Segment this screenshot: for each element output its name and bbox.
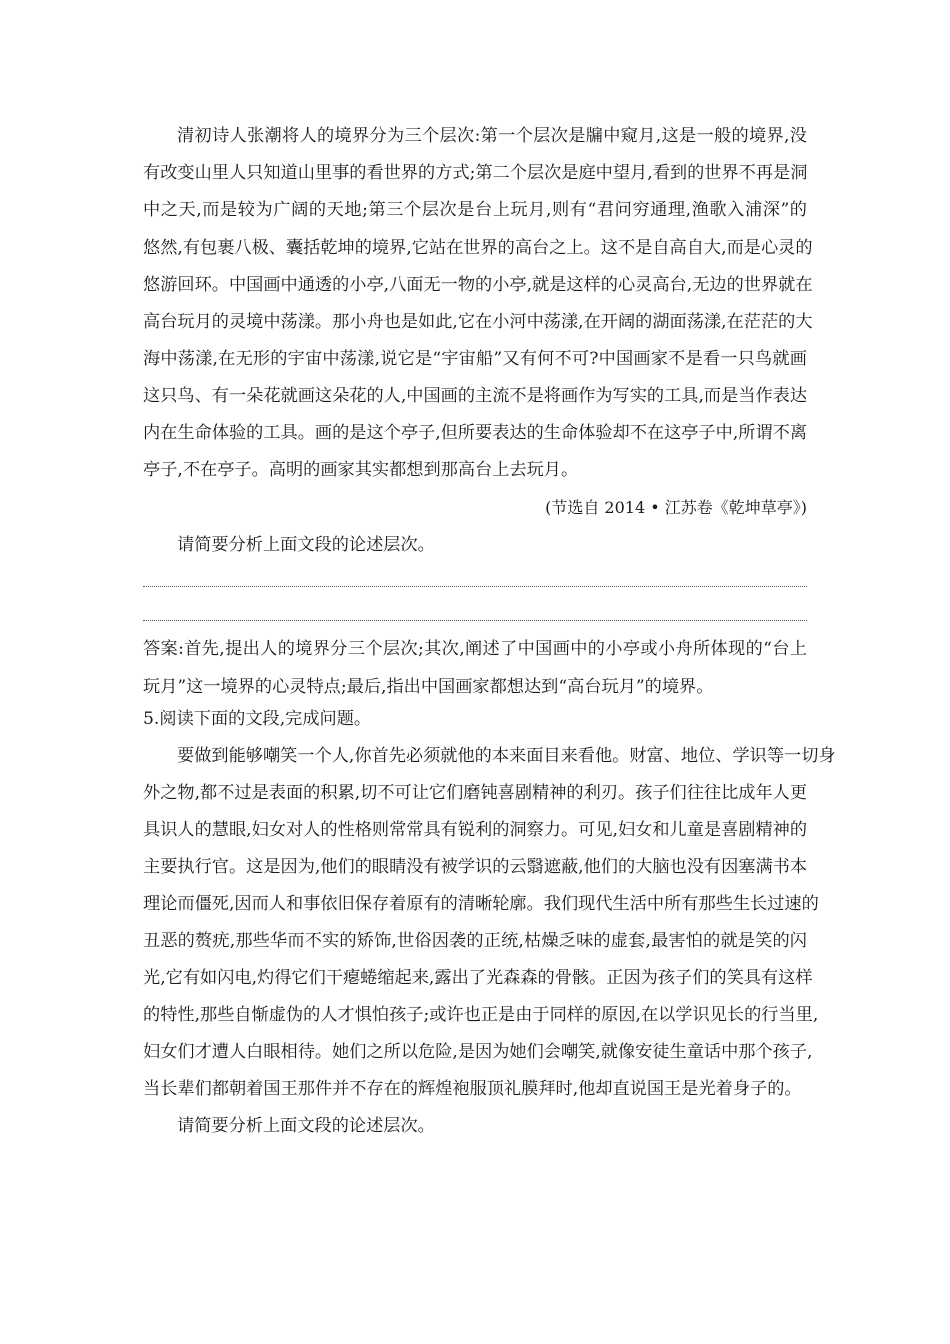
passage1-line-2: 有改变山里人只知道山里事的看世界的方式;第二个层次是庭中望月,看到的世界不再是洞 bbox=[143, 163, 808, 183]
answer-blank-line-1 bbox=[143, 586, 807, 587]
item5-line-2: 外之物,都不过是表面的积累,切不可让它们磨钝喜剧精神的利刃。孩子们往往比成年人更 bbox=[143, 783, 808, 803]
passage1-line-10: 亭子,不在亭子。高明的画家其实都想到那高台上去玩月。 bbox=[143, 460, 579, 480]
item5-line-6: 丑恶的赘疣,那些华而不实的矫饰,世俗因袭的正统,枯燥乏味的虚套,最害怕的就是笑的闪 bbox=[143, 931, 807, 951]
item5-line-3: 具识人的慧眼,妇女对人的性格则常常具有锐利的洞察力。可见,妇女和儿童是喜剧精神的 bbox=[143, 820, 808, 840]
item5-line-5: 理论而僵死,因而人和事依旧保存着原有的清晰轮廓。我们现代生活中所有那些生长过速的 bbox=[143, 894, 819, 914]
passage1-line-9: 内在生命体验的工具。画的是这个亭子,但所要表达的生命体验却不在这亭子中,所谓不离 bbox=[143, 423, 808, 443]
passage1-line-6: 高台玩月的灵境中荡漾。那小舟也是如此,它在小河中荡漾,在开阔的湖面荡漾,在茫茫的大 bbox=[143, 312, 813, 332]
passage1-source: (节选自 2014 • 江苏卷《乾坤草亭》) bbox=[545, 498, 807, 517]
item5-line-8: 的特性,那些自惭虚伪的人才惧怕孩子;或许也正是由于同样的原因,在以学识见长的行当里, bbox=[143, 1005, 819, 1025]
item5-line-7: 光,它有如闪电,灼得它们干瘪蜷缩起来,露出了光森森的骨骸。正因为孩子们的笑具有这样 bbox=[143, 968, 813, 988]
passage1-line-8: 这只鸟、有一朵花就画这朵花的人,中国画的主流不是将画作为写实的工具,而是当作表达 bbox=[143, 386, 808, 406]
item5-line-9: 妇女们才遭人白眼相待。她们之所以危险,是因为她们会嘲笑,就像安徒生童话中那个孩子, bbox=[143, 1042, 813, 1062]
answer-line-1: 答案:首先,提出人的境界分三个层次;其次,阐述了中国画中的小亭或小舟所体现的“台上 bbox=[143, 639, 807, 659]
passage1-line-4: 悠然,有包裹八极、囊括乾坤的境界,它站在世界的高台之上。这不是自高自大,而是心灵的 bbox=[143, 238, 813, 258]
passage1-line-3: 中之天,而是较为广阔的天地;第三个层次是台上玩月,则有“君问穷通理,渔歌入浦深”的 bbox=[143, 200, 807, 220]
item5-line-10: 当长辈们都朝着国王那件并不存在的辉煌袍服顶礼膜拜时,他却直说国王是光着身子的。 bbox=[143, 1079, 802, 1099]
passage1-line-7: 海中荡漾,在无形的宇宙中荡漾,说它是“宇宙船”又有何不可?中国画家不是看一只鸟就画 bbox=[143, 349, 807, 369]
answer-blank-line-2 bbox=[143, 620, 807, 621]
item5-question: 请简要分析上面文段的论述层次。 bbox=[177, 1116, 435, 1136]
passage1-line-5: 悠游回环。中国画中通透的小亭,八面无一物的小亭,就是这样的心灵高台,无边的世界就在 bbox=[143, 275, 813, 295]
item5-heading: 5.阅读下面的文段,完成问题。 bbox=[143, 709, 372, 729]
item5-line-4: 主要执行官。这是因为,他们的眼睛没有被学识的云翳遮蔽,他们的大脑也没有因塞满书本 bbox=[143, 857, 808, 877]
item5-line-1: 要做到能够嘲笑一个人,你首先必须就他的本来面目来看他。财富、地位、学识等一切身 bbox=[177, 746, 836, 766]
answer-line-2: 玩月”这一境界的心灵特点;最后,指出中国画家都想达到“高台玩月”的境界。 bbox=[143, 677, 714, 697]
passage1-line-1: 清初诗人张潮将人的境界分为三个层次:第一个层次是牖中窥月,这是一般的境界,没 bbox=[177, 126, 807, 146]
passage1-question: 请简要分析上面文段的论述层次。 bbox=[177, 535, 435, 555]
